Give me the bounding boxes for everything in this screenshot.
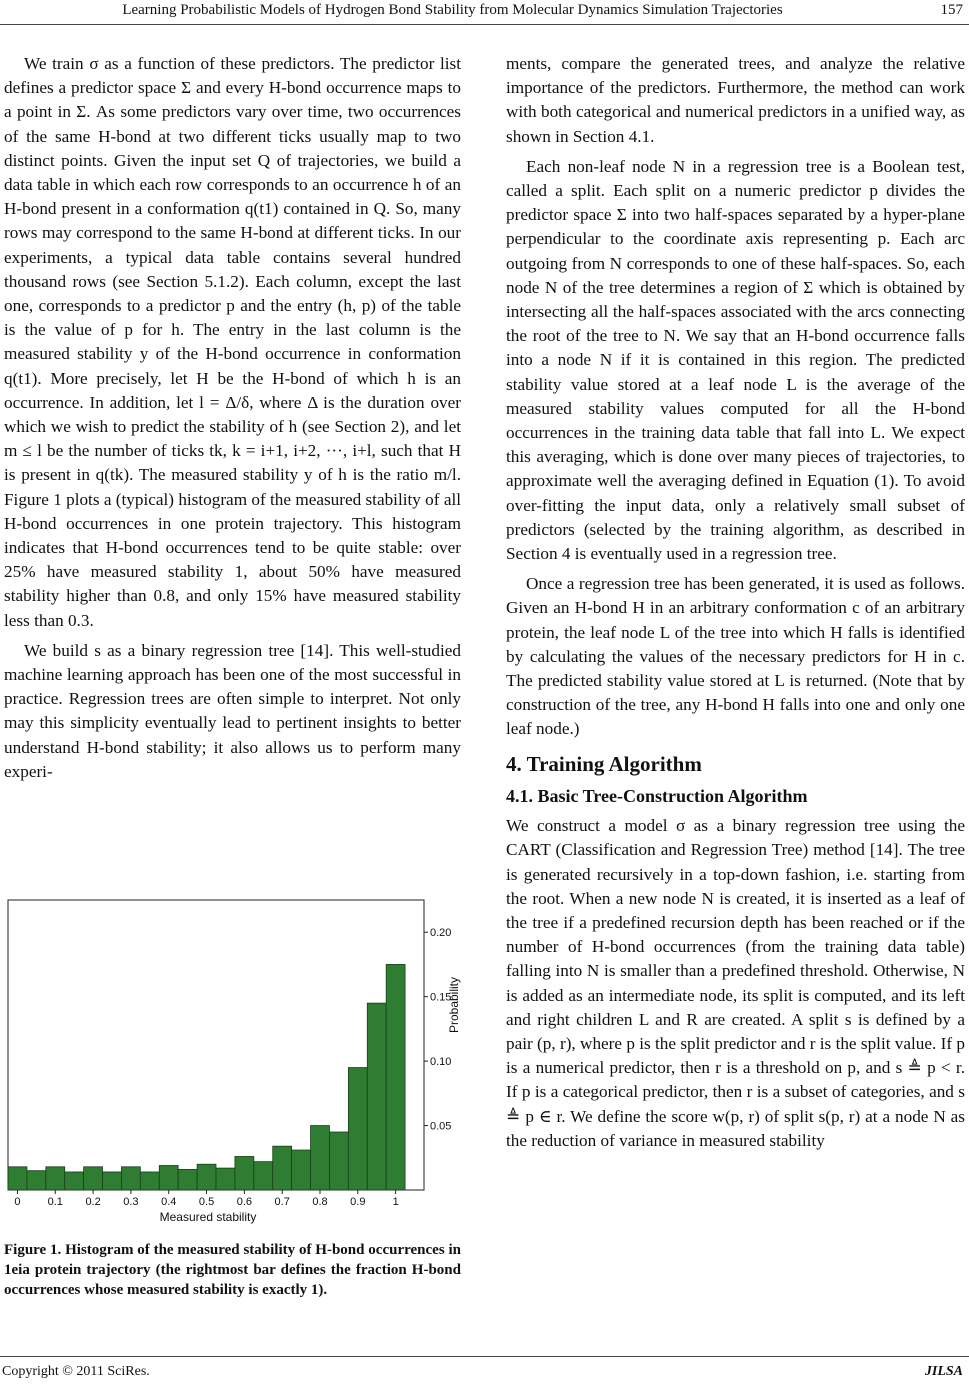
x-tick-label: 0.2: [85, 1196, 101, 1208]
caption-label: Figure 1.: [4, 1242, 62, 1258]
x-tick-label: 0: [14, 1196, 21, 1208]
histogram-bar: [84, 1167, 103, 1190]
histogram-bar: [103, 1172, 122, 1190]
x-tick-label: 0.4: [161, 1196, 177, 1208]
caption-text: Histogram of the measured stability of H-bond occurrences in 1eia protein trajectory (the rightmost bar defines the fraction H-bond occurrences whose measured stability is exactly 1).: [4, 1242, 461, 1298]
histogram-bar: [65, 1172, 84, 1190]
paragraph: We construct a model σ as a binary regression tree using the CART (Classification and Regression Tree) method [14]. The tree is generated recursively in a top-down fashion, i.e. starting from the root. When a new node N is created, it is inserted as a leaf of the tree if a predefined recursion depth has been reached or if the number of H-bond occurrences (from the training data table) falling into N is smaller than a predefined threshold. Otherwise, N is added as an intermediate node, its split is computed, and its left and right children L and R are created. A split s is defined by a pair (p, r), where p is the split predictor and r is the split value. If p is a numerical predictor, then r is a threshold on p, and s ≜ p < r. If p is a categorical predictor, then r is a subset of categories, and s ≜ p ∈ r. We define the score w(p, r) of split s(p, r) at a node N as the reduction of variance in measured stability: [506, 816, 965, 1150]
paragraph: Each non-leaf node N in a regression tree is a Boolean test, called a split. Each split on a numeric predictor p divides the predictor space Σ into two half-spaces separated by a hyper-plane perpendicular to the coordinate axis representing p. Each arc outgoing from N corresponds to one of these half-spaces. So, each node N of the tree determines a region of Σ which is obtained by intersecting all the half-spaces associated with the arcs connecting the root of the tree to N. We say that an H-bond occurrence falls into a node N if it is contained in this region. The predicted stability value stored at a leaf node L is the average of the measured stability values computed for all the H-bond occurrences in the training data table that fall into L. We expect this averaging, which is done over many pieces of trajectories, to approximate well the averaging defined in Equation (1). To avoid over-fitting the input data, only a relatively small subset of predictors (selected by the training algorithm, as described in Section 4 is eventually used in a regression tree.: [506, 156, 965, 564]
histogram-bar: [159, 1166, 178, 1190]
paragraph: We build s as a binary regression tree [14]. This well-studied machine learning approach has been one of the most successful in practice. Regression trees are often simple to interpret. Not only may this simplicity eventually lead to pertinent insights to better understand H-bond stability; it also allows us to perform many experi-: [4, 640, 461, 781]
histogram-bar: [367, 1003, 386, 1190]
histogram-bar: [140, 1172, 159, 1190]
histogram-bar: [178, 1169, 197, 1190]
left-column: [4, 52, 461, 790]
histogram-bar: [27, 1171, 46, 1190]
histogram-bar: [273, 1146, 292, 1190]
histogram-bar: [348, 1068, 367, 1190]
x-tick-label: 0.3: [123, 1196, 139, 1208]
y-tick-label: 0.10: [430, 1056, 452, 1069]
histogram-bar: [311, 1126, 330, 1190]
right-column: [506, 52, 965, 1159]
section-heading: 4. Training Algorithm: [506, 751, 702, 776]
page-header: [0, 2, 969, 24]
histogram-bar: [235, 1156, 254, 1190]
histogram-bar: [46, 1167, 65, 1190]
journal-name: JILSA: [924, 1364, 963, 1379]
page-number: 157: [940, 2, 963, 18]
copyright: Copyright © 2011 SciRes.: [2, 1364, 150, 1379]
histogram-chart: [4, 894, 462, 1230]
y-tick-label: 0.05: [430, 1120, 452, 1133]
x-tick-label: 1: [392, 1196, 399, 1208]
footer-rule: [0, 1356, 969, 1357]
subsection-heading: 4.1. Basic Tree-Construction Algorithm: [506, 785, 808, 806]
running-title: Learning Probabilistic Models of Hydrogen Bond Stability from Molecular Dynamics Simulation Trajectories: [122, 2, 783, 18]
histogram-bar: [254, 1162, 273, 1190]
histogram-bar: [292, 1150, 311, 1190]
y-axis-label: Probability: [447, 976, 461, 1034]
paragraph: We train σ as a function of these predictors. The predictor list defines a predictor space Σ and every H-bond occurrence maps to a point in Σ. As some predictors vary over time, two occurrences of the same H-bond at two different ticks usually map to two distinct points. Given the input set Q of trajectories, we build a data table in which each row corresponds to an occurrence h of an H-bond present in a conformation q(t1) contained in Q. So, many rows may correspond to the same H-bond at different ticks. In our experiments, a typical data table contains several hundred thousand rows (see Section 5.1.2). Each column, except the last one, corresponds to a predictor p and the entry (h, p) of the table is the value of p for h. The entry in the last column is the measured stability y of the H-bond occurrence in conformation q(t1). More precisely, let H be the H-bond of which h is an occurrence. In addition, let l = Δ/δ, where Δ is the duration over which we wish to predict the stability of h (see Section 2), and let m ≤ l be the number of ticks tk, k = i+1, i+2, ···, i+l, such that H is present in q(tk). The measured stability y of h is the ratio m/l. Figure 1 plots a (typical) histogram of the measured stability of all H-bond occurrences in one protein trajectory. This histogram indicates that H-bond occurrences tend to be quite stable: over 25% have measured stability 1, about 50% have measured stability higher than 0.8, and only 15% have measured stability less than 0.3.: [4, 54, 461, 630]
histogram-bar: [216, 1168, 235, 1190]
header-rule: [0, 24, 969, 25]
figure-1: [4, 894, 462, 1230]
x-tick-label: 0.7: [274, 1196, 290, 1208]
x-tick-label: 0.5: [198, 1196, 215, 1208]
x-tick-label: 0.8: [312, 1196, 328, 1208]
page-footer: [0, 1364, 969, 1386]
histogram-bar: [197, 1164, 216, 1190]
y-tick-label: 0.20: [430, 927, 452, 940]
histogram-bar: [8, 1167, 27, 1190]
x-tick-label: 0.6: [236, 1196, 253, 1208]
x-tick-label: 0.1: [47, 1196, 63, 1208]
x-axis-label: Measured stability: [159, 1210, 257, 1224]
histogram-bar: [386, 964, 405, 1190]
x-tick-label: 0.9: [350, 1196, 366, 1208]
histogram-bar: [329, 1132, 348, 1190]
paragraph: ments, compare the generated trees, and analyze the relative importance of the predictors. Furthermore, the method can work with both categorical and numerical predictors in a unified way, as shown in Section 4.1.: [506, 54, 965, 146]
figure-caption: [4, 1240, 461, 1300]
paragraph: Once a regression tree has been generated, it is used as follows. Given an H-bond H in an arbitrary conformation c of an arbitrary protein, the leaf node L of the tree into which H falls is identified by calculating the values of the necessary predictors for H in c. The predicted stability value stored at L is returned. (Note that by construction of the tree, any H-bond H falls into one and only one leaf node.): [506, 574, 965, 739]
histogram-bar: [121, 1167, 140, 1190]
y-tick-label: 0.15: [430, 991, 452, 1004]
